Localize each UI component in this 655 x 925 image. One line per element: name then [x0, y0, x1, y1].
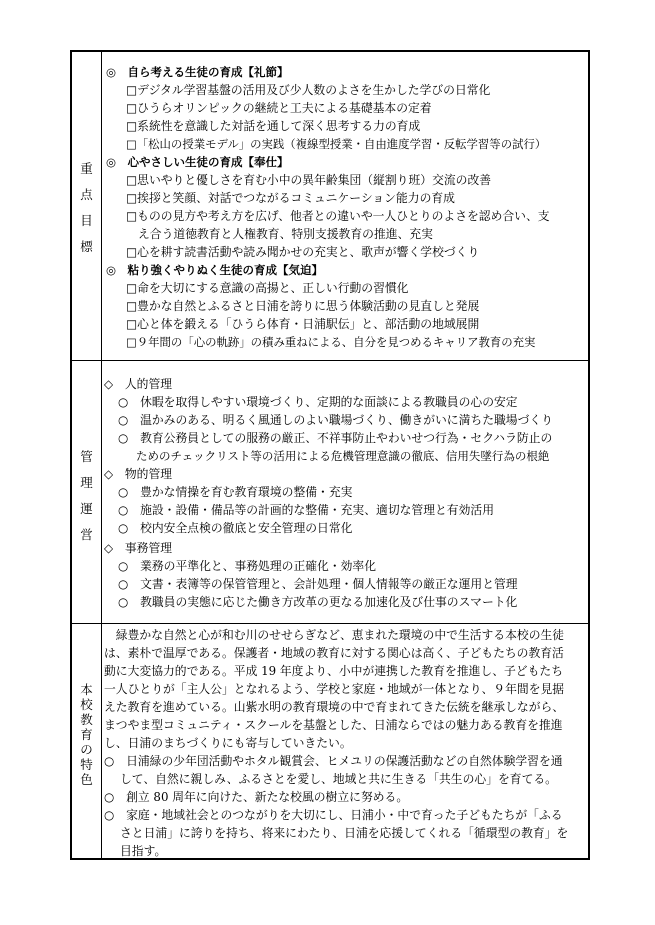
features-bullet: ○ 創立 80 周年に向けた、新たな校風の樹立に努める。: [104, 790, 409, 804]
features-bullet-cont: して、自然に親しみ、ふるさとを愛し、地域と共に生きる「共生の心」を育てる。: [120, 772, 557, 786]
management-item: ○ 教職員の実態に応じた働き方改革の更なる加速化及び仕事のスマート化: [118, 595, 518, 609]
goal-item: □系統性を意識した対話を通して深く思考する力の育成: [126, 119, 421, 133]
goal-item: □心を耕す読書活動や読み聞かせの充実と、歌声が響く学校づくり: [126, 245, 480, 259]
label-char: 特: [80, 757, 93, 772]
features-paragraph-line: まつやま型コミュニティ・スクールを基盤とした、日浦ならではの魅力ある教育を推進: [104, 718, 563, 732]
goal-item: □ものの見方や考え方を広げ、他者との違いや一人ひとりのよさを認め合い、支: [126, 209, 550, 223]
label-char: 重: [80, 161, 93, 176]
label-char: 校: [80, 697, 93, 712]
label-char: 営: [80, 527, 93, 542]
management-heading: ◇ 事務管理: [104, 541, 173, 555]
section-label-priority-goals: [72, 52, 102, 360]
label-char: 育: [80, 727, 93, 742]
section-school-features: [72, 623, 588, 858]
goal-item: □デジタル学習基盤の活用及び少人数のよさを生かした学びの日常化: [126, 83, 491, 97]
features-paragraph-line: 緑豊かな自然と心が和む川のせせらぎなど、恵まれた環境の中で生活する本校の生徒: [104, 628, 565, 642]
features-bullet: ○ 日浦緑の少年団活動やホタル観賞会、ヒメユリの保護活動などの自然体験学習を通: [104, 754, 563, 768]
features-bullet: ○ 家庭・地域社会とのつながりを大切にし、日浦小・中で育った子どもたちが「ふる: [104, 808, 563, 822]
section-label-management: [72, 360, 102, 623]
management-item: ○ 校内安全点検の徹底と安全管理の日常化: [118, 521, 353, 535]
label-char: 標: [80, 239, 93, 254]
features-paragraph-line: は、素朴で温厚である。保護者・地域の教育に対する関心は高く、子どもたちの教育活: [104, 646, 564, 660]
management-heading: ◇ 物的管理: [104, 467, 173, 481]
management-item-cont: ためのチェックリスト等の活用による危機管理意識の徹底、信用失墜行為の根絶: [136, 449, 550, 463]
management-item: ○ 文書・表簿等の保管管理と、会計処理・個人情報等の厳正な運用と管理: [118, 577, 518, 591]
school-features-content: [104, 623, 584, 858]
features-paragraph-line: し、日浦のまちづくりにも寄与していきたい。: [104, 736, 352, 750]
management-content: [104, 360, 584, 623]
label-char: 管: [80, 449, 93, 464]
goal-heading: ◎ 心やさしい生徒の育成【奉仕】: [106, 155, 289, 169]
features-paragraph-line: えた教育を進めている。山紫水明の教育環境の中で育まれてきた伝統を継承しながら、: [104, 700, 565, 714]
features-paragraph-line: 動に大変協力的である。平成 19 年度より、小中が連携した教育を推進し、子どもたち: [104, 664, 563, 678]
management-item: ○ 業務の平準化と、事務処理の正確化・効率化: [118, 559, 377, 573]
label-char: 目: [80, 213, 93, 228]
goal-item: □挨拶と笑顔、対話でつながるコミュニケーション能力の育成: [126, 191, 455, 205]
label-char: の: [80, 742, 93, 757]
label-char: 点: [80, 187, 93, 202]
management-heading: ◇ 人的管理: [104, 377, 173, 391]
management-item: ○ 教育公務員としての服務の厳正、不祥事防止やわいせつ行為・セクハラ防止の: [118, 431, 553, 445]
label-char: 本: [80, 682, 93, 697]
management-item: ○ 施設・設備・備品等の計画的な整備・充実、適切な管理と有効活用: [118, 503, 494, 517]
label-char: 理: [80, 475, 93, 490]
school-policy-table: [70, 50, 590, 860]
management-item: ○ 休暇を取得しやすい環境づくり、定期的な面談による教職員の心の安定: [118, 395, 518, 409]
features-bullet-cont: さと日浦」に誇りを持ち、将来にわたり、日浦を応援してくれる「循環型の教育」を: [120, 826, 569, 840]
goal-item: □豊かな自然とふるさと日浦を誇りに思う体験活動の見直しと発展: [126, 299, 480, 313]
goal-item: □「松山の授業モデル」の実践（複線型授業・自由進度学習・反転学習等の試行）: [126, 137, 547, 151]
goal-heading: ◎ 粘り強くやりぬく生徒の育成【気迫】: [106, 263, 324, 277]
features-bullet-cont: 目指す。: [120, 844, 167, 858]
goal-item: □ひうらオリンピックの継続と工夫による基礎基本の定着: [126, 101, 432, 115]
label-char: 運: [80, 501, 93, 516]
goal-item: □心と体を鍛える「ひうら体育・日浦駅伝」と、部活動の地域展開: [126, 317, 480, 331]
goal-item: □９年間の「心の軌跡」の積み重ねによる、自分を見つめるキャリア教育の充実: [126, 335, 536, 349]
label-char: 教: [80, 712, 93, 727]
management-item: ○ 豊かな情操を育む教育環境の整備・充実: [118, 485, 353, 499]
features-paragraph-line: 一人ひとりが「主人公」となれるよう、学校と家庭・地域が一体となり、９年間を見据: [104, 682, 565, 696]
section-priority-goals: [72, 52, 588, 361]
management-item: ○ 温かみのある、明るく風通しのよい職場づくり、働きがいに満ちた職場づくり: [118, 413, 553, 427]
section-management: [72, 360, 588, 624]
goal-item-cont: え合う道徳教育と人権教育、特別支援教育の推進、充実: [138, 227, 433, 241]
section-label-school-features: [72, 623, 102, 858]
goal-item: □命を大切にする意識の高揚と、正しい行動の習慣化: [126, 281, 409, 295]
label-char: 色: [80, 772, 93, 787]
priority-goals-content: [106, 52, 584, 360]
goal-item: □思いやりと優しさを育む小中の異年齢集団（縦割り班）交流の改善: [126, 173, 492, 187]
goal-heading: ◎ 自ら考える生徒の育成【礼節】: [106, 65, 289, 79]
